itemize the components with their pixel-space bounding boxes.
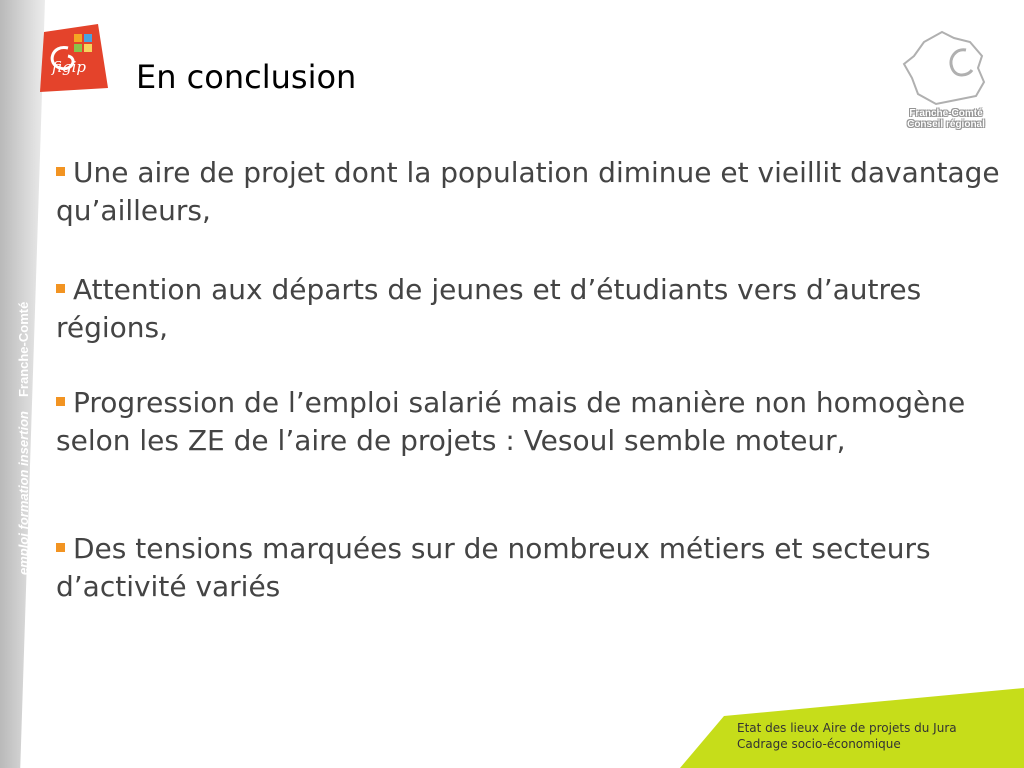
bullet-marker [56, 397, 65, 406]
bullet-marker [56, 284, 65, 293]
bullet-item [56, 384, 1011, 460]
footer-line1: Etat des lieux Aire de projets du Jura [737, 721, 957, 735]
bullet-marker [56, 167, 65, 176]
franche-comte-line1: Franche-Comté [909, 108, 983, 119]
logo-square-green [74, 44, 82, 52]
efigip-logo-text: figip [52, 58, 87, 76]
side-band-text [16, 302, 31, 575]
franche-comte-logo [896, 28, 996, 136]
page-title: En conclusion [136, 58, 357, 96]
franche-comte-label [896, 108, 996, 130]
bullet-marker [56, 543, 65, 552]
france-map-icon [896, 28, 996, 108]
side-band-tagline: emploi formation insertion [16, 411, 31, 575]
bullet-item [56, 530, 1011, 606]
franche-comte-line2: Conseil régional [907, 119, 985, 130]
bullet-item [56, 271, 1011, 347]
footer-caption [737, 720, 957, 752]
bullet-text: Des tensions marquées sur de nombreux métiers et secteurs d’activité variés [56, 532, 931, 603]
bullet-item [56, 154, 1011, 230]
side-band-region: Franche-Comté [16, 301, 31, 398]
footer-line2: Cadrage socio-économique [737, 737, 901, 751]
bullet-text: Une aire de projet dont la population diminue et vieillit davantage qu’ailleurs, [56, 156, 1000, 227]
bullet-text: Progression de l’emploi salarié mais de manière non homogène selon les ZE de l’aire de projets : Vesoul semble moteur, [56, 386, 966, 457]
logo-square-orange [74, 34, 82, 42]
logo-square-blue [84, 34, 92, 42]
efigip-logo-icon [38, 22, 110, 94]
bullet-text: Attention aux départs de jeunes et d’étudiants vers d’autres régions, [56, 273, 922, 344]
logo-square-yellow [84, 44, 92, 52]
